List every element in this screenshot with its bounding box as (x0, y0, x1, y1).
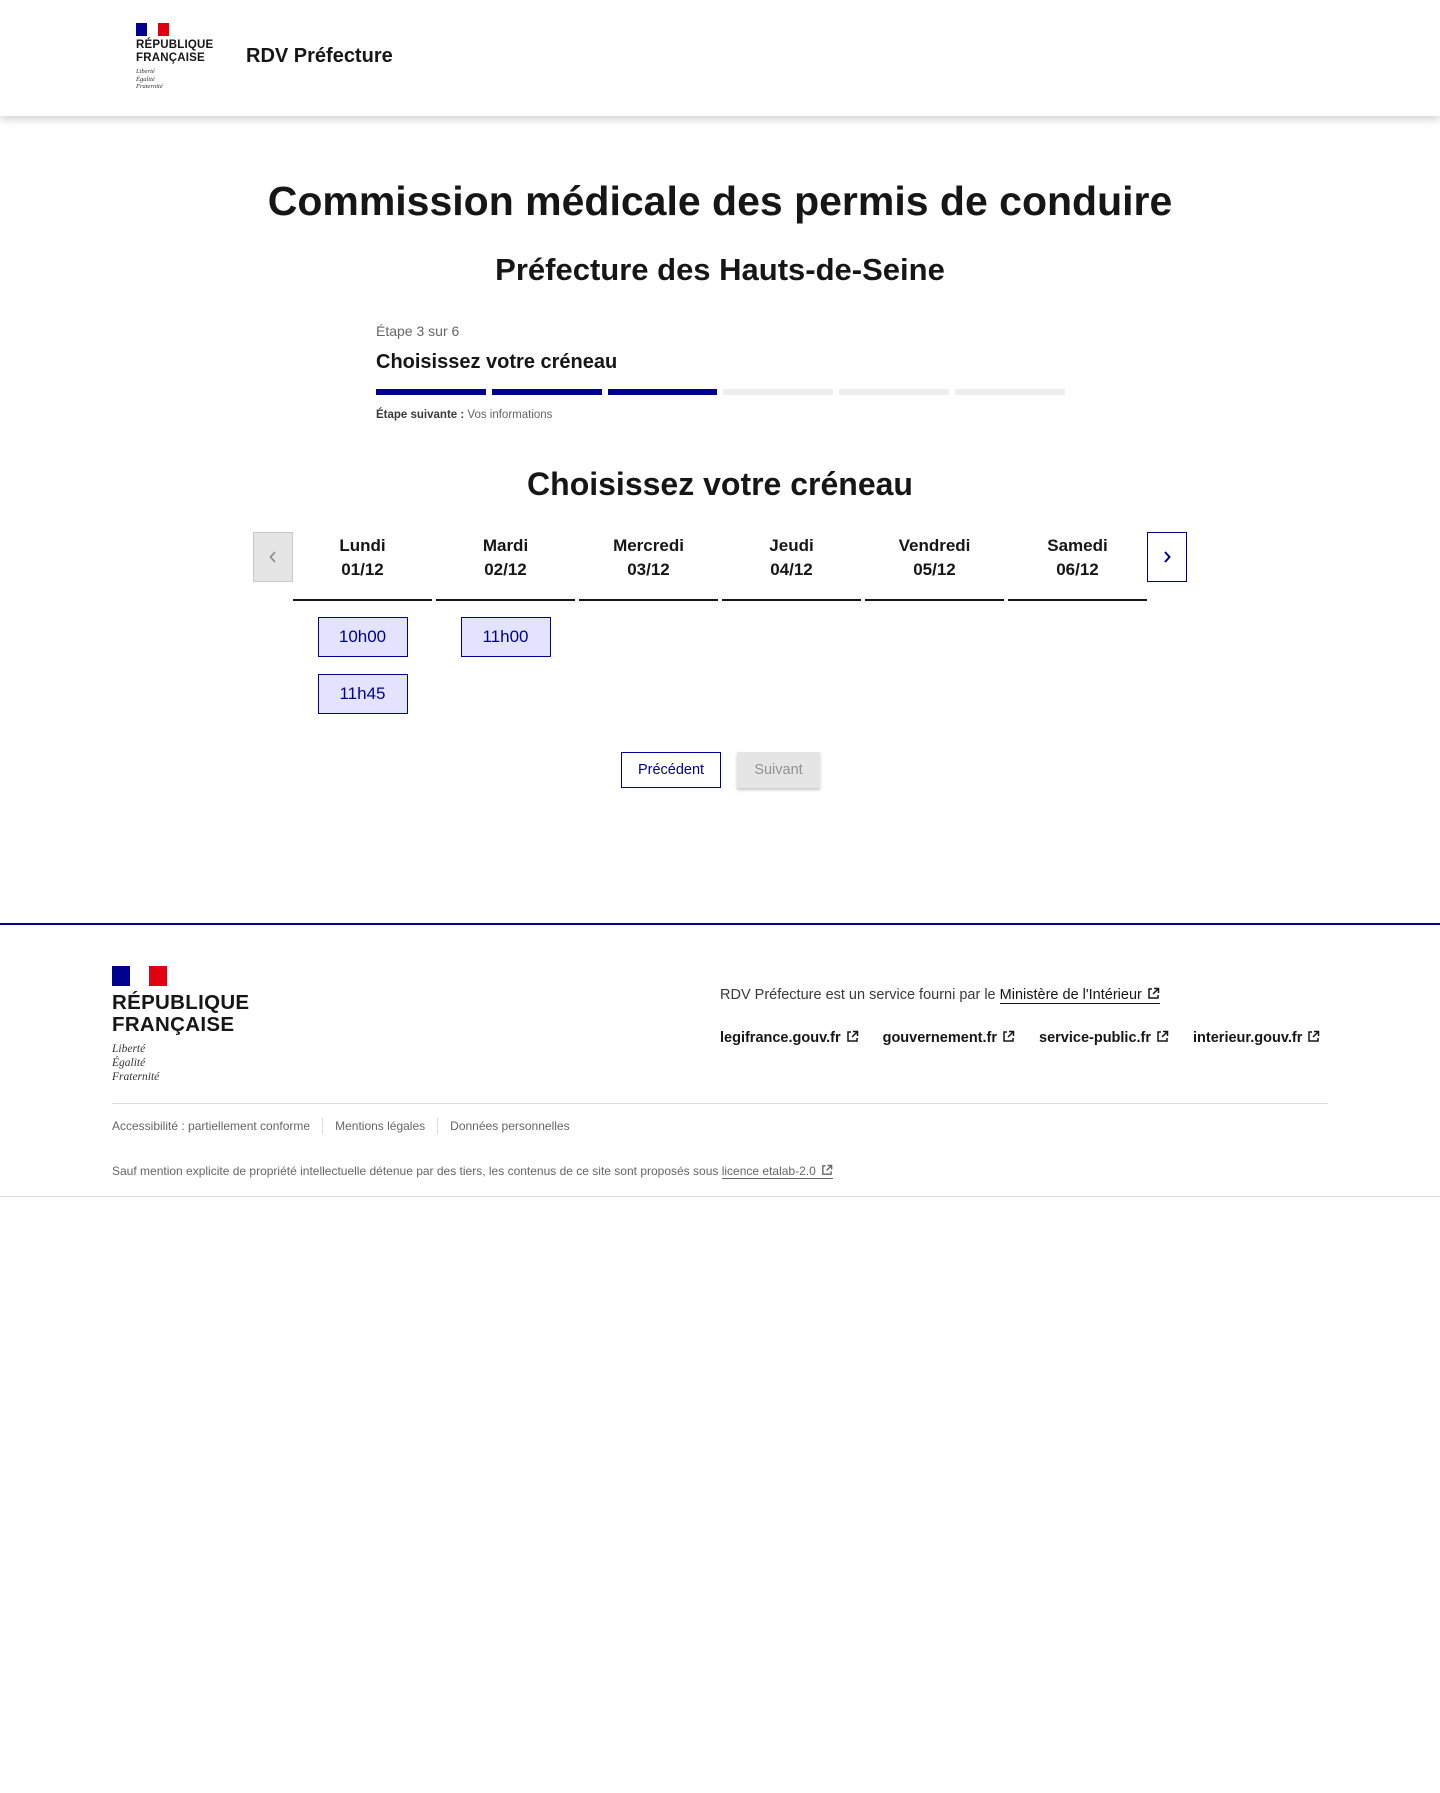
slots-title: Choisissez votre créneau (527, 466, 913, 502)
ministere-link-label: Ministère de l'Intérieur (999, 987, 1142, 1003)
footer-external-link[interactable] (883, 1030, 1015, 1046)
day-name: Lundi (339, 536, 386, 555)
service-title[interactable]: RDV Préfecture (246, 45, 393, 67)
external-link-icon (1147, 987, 1160, 1000)
slot-list (436, 601, 575, 657)
day-date: 04/12 (770, 560, 813, 579)
stepper-progress-bar (376, 389, 1065, 395)
licence-link[interactable] (722, 1164, 833, 1179)
day-header (722, 531, 861, 601)
motto-line: Fraternité (136, 83, 163, 90)
ministere-link[interactable] (1000, 987, 1160, 1004)
footer-bottom-link[interactable]: Données personnelles (437, 1118, 581, 1134)
day-column (436, 531, 575, 714)
site-header (0, 0, 1440, 116)
day-column (865, 531, 1004, 714)
stepper-segment (723, 389, 833, 395)
logo-text (136, 39, 213, 65)
time-slot-button[interactable]: 11h00 (461, 617, 551, 657)
footer-external-link-label: service-public.fr (1039, 1030, 1152, 1046)
previous-week-button[interactable] (253, 532, 293, 582)
footer-external-link[interactable] (1193, 1030, 1320, 1046)
stepper-segment (955, 389, 1065, 395)
footer-motto-line: Fraternité (112, 1071, 160, 1083)
day-column (1008, 531, 1147, 714)
footer-motto (112, 1042, 249, 1084)
day-name: Samedi (1047, 536, 1108, 555)
footer-external-link[interactable] (1039, 1030, 1169, 1046)
next-week-button[interactable] (1147, 532, 1187, 582)
day-date: 06/12 (1056, 560, 1099, 579)
time-slot-button[interactable]: 10h00 (318, 617, 408, 657)
day-date: 03/12 (627, 560, 670, 579)
motto-line: Égalité (136, 75, 155, 83)
day-header (436, 531, 575, 601)
motto (136, 68, 213, 91)
licence-link-label: licence etalab-2.0 (721, 1164, 816, 1178)
footer-motto-line: Égalité (112, 1057, 146, 1069)
next-button[interactable]: Suivant (737, 752, 820, 788)
day-name: Mercredi (613, 536, 684, 555)
stepper-segment (492, 389, 602, 395)
slot-list (579, 601, 718, 617)
day-header (1008, 531, 1147, 601)
slot-list (722, 601, 861, 617)
licence-text: Sauf mention explicite de propriété intellectuelle détenue par des tiers, les contenus de ce site sont proposés sous (112, 1164, 719, 1178)
french-flag-icon (136, 23, 169, 36)
french-flag-icon (112, 966, 167, 986)
stepper (376, 323, 1065, 421)
footer-republique-francaise-logo[interactable] (112, 966, 249, 1084)
logo-text-line: FRANÇAISE (136, 52, 205, 64)
site-footer (0, 923, 1440, 1197)
day-column (293, 531, 432, 714)
stepper-segment (608, 389, 718, 395)
external-link-icon (846, 1030, 859, 1043)
stepper-title: Choisissez votre créneau (376, 351, 618, 373)
logo-text-line: RÉPUBLIQUE (136, 39, 214, 51)
footer-description (720, 987, 1160, 1003)
republique-francaise-logo[interactable] (136, 23, 213, 91)
day-date: 02/12 (484, 560, 527, 579)
time-slot-button[interactable]: 11h45 (318, 674, 408, 714)
day-header (865, 531, 1004, 601)
day-date: 05/12 (913, 560, 956, 579)
day-name: Mardi (482, 536, 529, 555)
footer-external-link-label: legifrance.gouv.fr (720, 1030, 841, 1046)
footer-external-link[interactable] (720, 1030, 859, 1046)
day-name: Jeudi (769, 536, 814, 555)
footer-external-link-label: interieur.gouv.fr (1193, 1030, 1303, 1046)
footer-external-link-label: gouvernement.fr (882, 1030, 998, 1046)
footer-bottom-link[interactable]: Mentions légales (322, 1118, 437, 1134)
slot-list (1008, 601, 1147, 617)
footer-motto-line: Liberté (112, 1043, 146, 1055)
day-date: 01/12 (341, 560, 384, 579)
stepper-next-label: Étape suivante : (376, 409, 465, 421)
stepper-next-value: Vos informations (467, 409, 553, 421)
previous-button[interactable]: Précédent (621, 752, 721, 788)
slot-list (865, 601, 1004, 617)
day-header (579, 531, 718, 601)
footer-logo-text-line: RÉPUBLIQUE (112, 991, 250, 1014)
footer-licence (112, 1164, 833, 1178)
footer-divider (112, 1103, 1328, 1104)
page-subtitle: Préfecture des Hauts-de-Seine (495, 252, 945, 287)
stepper-segment (376, 389, 486, 395)
motto-line: Liberté (136, 68, 155, 75)
external-link-icon (1307, 1030, 1320, 1043)
footer-logo-text-line: FRANÇAISE (112, 1013, 235, 1036)
page-title: Commission médicale des permis de conduire (267, 178, 1173, 224)
day-header (293, 531, 432, 601)
external-link-icon (1002, 1030, 1015, 1043)
day-column (722, 531, 861, 714)
chevron-right-icon (1162, 550, 1172, 564)
week-calendar (293, 531, 1147, 714)
stepper-state: Étape 3 sur 6 (376, 323, 460, 339)
footer-bottom-links (112, 1118, 582, 1134)
stepper-segment (839, 389, 949, 395)
footer-bottom-link[interactable]: Accessibilité : partiellement conforme (112, 1119, 311, 1133)
external-link-icon (1156, 1030, 1169, 1043)
slot-list (293, 601, 432, 714)
external-link-icon (821, 1164, 833, 1176)
footer-description-text: RDV Préfecture est un service fourni par le (720, 987, 996, 1003)
stepper-next-step (376, 409, 1065, 421)
day-name: Vendredi (898, 536, 971, 555)
day-column (579, 531, 718, 714)
footer-logo-text (112, 992, 249, 1036)
footer-content-links (720, 1030, 1320, 1046)
chevron-left-icon (268, 550, 278, 564)
